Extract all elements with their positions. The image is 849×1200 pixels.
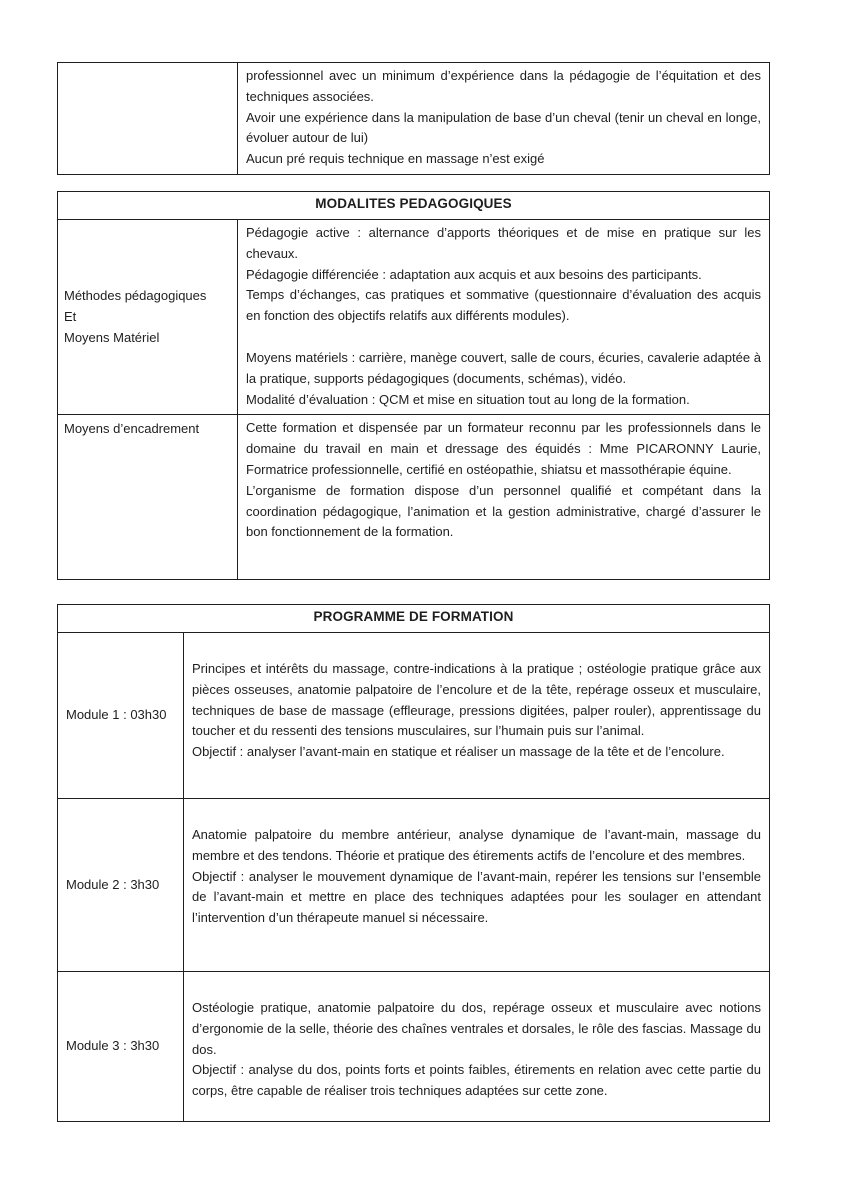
table-prerequis-continuation [57,62,770,175]
module-2-content-cell [184,799,769,971]
module-3-content-cell [184,972,769,1121]
prerequis-empty-label-cell [58,63,238,174]
table-row [58,414,769,579]
modalites-paragraph: Temps d’échanges, cas pratiques et sommative (questionnaire d’évaluation des acquis en fonction des objectifs relatifs aux différents modules). [246,287,761,324]
table-row [58,971,769,1121]
modalites-title: MODALITES PEDAGOGIQUES [315,196,512,211]
table-modalites-pedagogiques [57,191,770,580]
module-2-label-cell [58,799,184,971]
modalites-paragraph: Cette formation et dispensée par un formateur reconnu par les professionnels dans le domaine du travail en main et dressage des équidés : Mme PICARONNY Laurie, Formatrice professionnelle, certifié en ostéopathie, shiatsu et massothérapie équine. [246,420,761,477]
table-row [58,219,769,414]
module-label: Module 3 : 3h30 [66,1038,160,1054]
module-label: Module 1 : 03h30 [66,707,167,723]
table-row [58,798,769,971]
module-objective: Objectif : analyser le mouvement dynamique de l’avant-main, repérer les tensions sur l’ensemble de l’avant-main et mettre en place des techniques adaptées pour les soulager en attendant l’intervention d’un thérapeute manuel si nécessaire. [192,868,761,926]
moyens-encadrement-label-cell [58,415,238,579]
methodes-pedagogiques-label-cell [58,220,238,414]
modalites-header [58,192,769,219]
table-programme-formation [57,604,770,1122]
table-row [58,632,769,798]
module-1-label-cell [58,633,184,798]
methodes-pedagogiques-content-cell [238,220,769,414]
modalites-paragraph: Modalité d’évaluation : QCM et mise en situation tout au long de la formation. [246,391,690,407]
module-1-content-cell [184,633,769,798]
module-description: Anatomie palpatoire du membre antérieur, analyse dynamique de l’avant-main, massage du membre et des tendons. Théorie et pratique des étirements actifs de l’encolure et des membres. [192,827,761,863]
prerequis-paragraph: Aucun pré requis technique en massage n’est exigé [246,151,545,167]
modalites-paragraph: L’organisme de formation dispose d’un personnel qualifié et compétant dans la coordination pédagogique, l’animation et la gestion administrative, chargé d’assurer le bon fonctionnement de la formation. [246,482,761,540]
label-line: Moyens d’encadrement [64,421,200,437]
module-label: Module 2 : 3h30 [66,876,160,892]
module-3-label-cell [58,972,184,1121]
modalites-paragraph: Pédagogie active : alternance d’apports théoriques et de mise en pratique sur les chevaux. [246,225,761,261]
programme-header [58,605,769,632]
table-row [58,63,769,174]
moyens-encadrement-content-cell [238,415,769,579]
modalites-paragraph: Pédagogie différenciée : adaptation aux acquis et aux besoins des participants. [246,266,702,282]
prerequis-paragraph: professionnel avec un minimum d’expérience dans la pédagogie de l’équitation et des techniques associées. [246,68,761,104]
label-line: Méthodes pédagogiques [64,287,207,303]
label-line: Et [64,308,77,324]
module-objective: Objectif : analyse du dos, points forts et points faibles, étirements en relation avec cette partie du corps, être capable de réaliser trois techniques adaptées sur cette zone. [192,1062,761,1099]
prerequis-content-cell [238,63,769,174]
label-line: Moyens Matériel [64,329,160,345]
module-description: Ostéologie pratique, anatomie palpatoire du dos, repérage osseux et musculaire avec notions d’ergonomie de la selle, théorie des chaînes ventrales et dorsales, le rôle des fascias. Massage du dos. [192,1000,761,1057]
programme-title: PROGRAMME DE FORMATION [313,609,514,624]
modalites-paragraph: Moyens matériels : carrière, manège couvert, salle de cours, écuries, cavalerie adaptée à la pratique, supports pédagogiques (documents, schémas), vidéo. [246,349,761,386]
module-description: Principes et intérêts du massage, contre-indications à la pratique ; ostéologie pratique grâce aux pièces osseuses, anatomie palpatoire de l’encolure et de la tête, repérage osseux et musculaire, techniques de base de massage (effleurage, pressions digitées, palper rouler), apprentissage du toucher et du ressenti des tensions musculaires, sur l’humain puis sur l’animal. [192,661,761,739]
module-objective: Objectif : analyser l’avant-main en statique et réaliser un massage de la tête et de l’encolure. [192,744,725,760]
prerequis-paragraph: Avoir une expérience dans la manipulation de base d’un cheval (tenir un cheval en longe, évoluer autour de lui) [246,109,761,146]
